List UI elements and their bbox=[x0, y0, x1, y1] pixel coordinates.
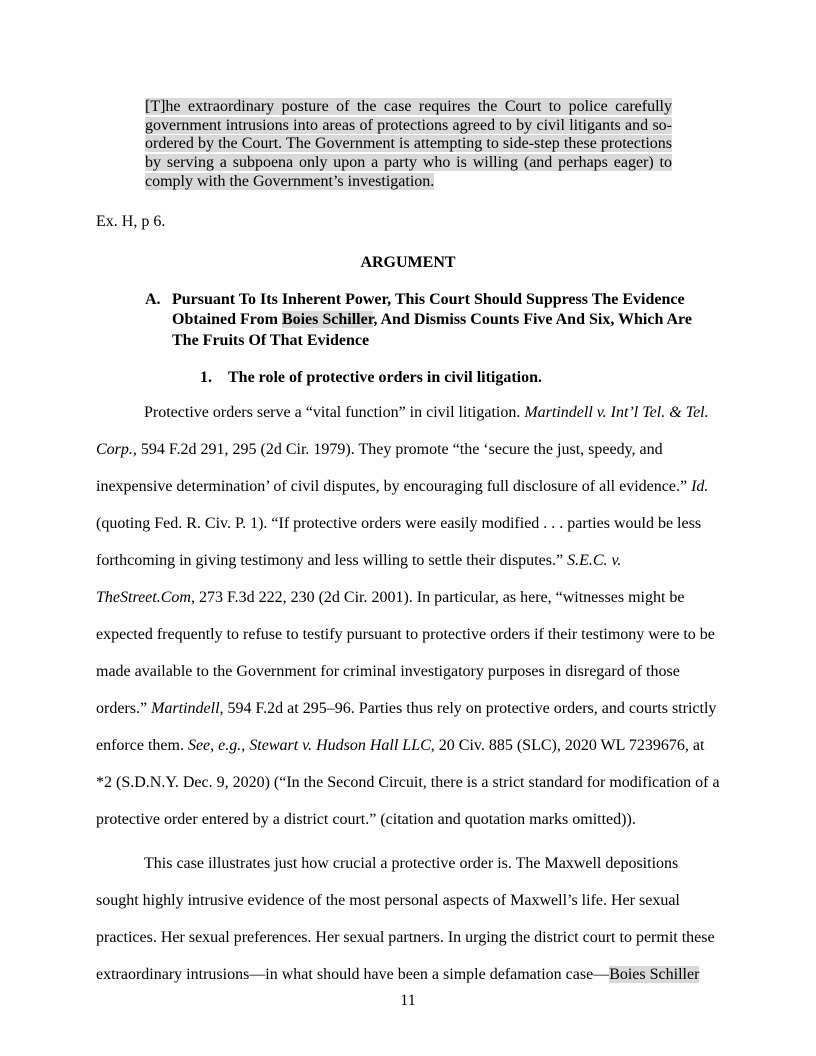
subsection-1-label: 1. bbox=[200, 369, 212, 387]
section-a-title: Pursuant To Its Inherent Power, This Court Should Suppress The Evidence Obtained From Boies Schiller, And Dismiss Counts Five And Six, Which Are The Fruits Of That Evidence bbox=[172, 290, 692, 349]
exhibit-citation: Ex. H, p 6. bbox=[96, 212, 166, 230]
paragraph-1: Protective orders serve a “vital function” in civil litigation. Martindell v. Int’l Tel. & Tel. Corp., 594 F.2d 291, 295 (2d Cir. 1979). They promote “the ‘secure the just, speedy, and inexpensive determination’ of civil disputes, by encouraging full disclosure of all evidence.” Id. (quoting Fed. R. Civ. P. 1). “If protective orders were easily modified . . . parties would be less forthcoming in giving testimony and less willing to settle their disputes.” S.E.C. v. TheStreet.Com, 273 F.3d 222, 230 (2d Cir. 2001). In particular, as here, “witnesses might be expected frequently to refuse to testify pursuant to protective orders if their testimony were to be made available to the Government for criminal investigatory purposes in disregard of those orders.” Martindell, 594 F.2d at 295–96. Parties thus rely on protective orders, and courts strictly enforce them. See, e.g., Stewart v. Hudson Hall LLC, 20 Civ. 885 (SLC), 2020 WL 7239676, at *2 (S.D.N.Y. Dec. 9, 2020) (“In the Second Circuit, there is a strict standard for modification of a protective order entered by a district court.” (citation and quotation marks omitted)). bbox=[96, 404, 720, 829]
subsection-heading-1 bbox=[200, 368, 720, 387]
block-quote bbox=[145, 98, 672, 192]
argument-heading: ARGUMENT bbox=[360, 253, 456, 271]
block-quote-text: [T]he extraordinary posture of the case requires the Court to police carefully government intrusions into areas of protections agreed to by civil litigants and so-ordered by the Court. The Government is attempting to side-step these protections by serving a subpoena only upon a party who is willing (and perhaps eager) to comply with the Government’s investigation. bbox=[145, 98, 672, 190]
section-heading-a bbox=[145, 290, 720, 352]
subsection-1-title: The role of protective orders in civil litigation. bbox=[228, 369, 543, 387]
page-number: 11 bbox=[400, 992, 416, 1009]
section-a-label: A. bbox=[145, 290, 161, 308]
paragraph-2: This case illustrates just how crucial a protective order is. The Maxwell depositions sought highly intrusive evidence of the most personal aspects of Maxwell’s life. Her sexual practices. Her sexual preferences. Her sexual partners. In urging the district court to permit these extraordinary intrusions—in what should have been a simple defamation case—Boies Schiller bbox=[96, 855, 715, 984]
